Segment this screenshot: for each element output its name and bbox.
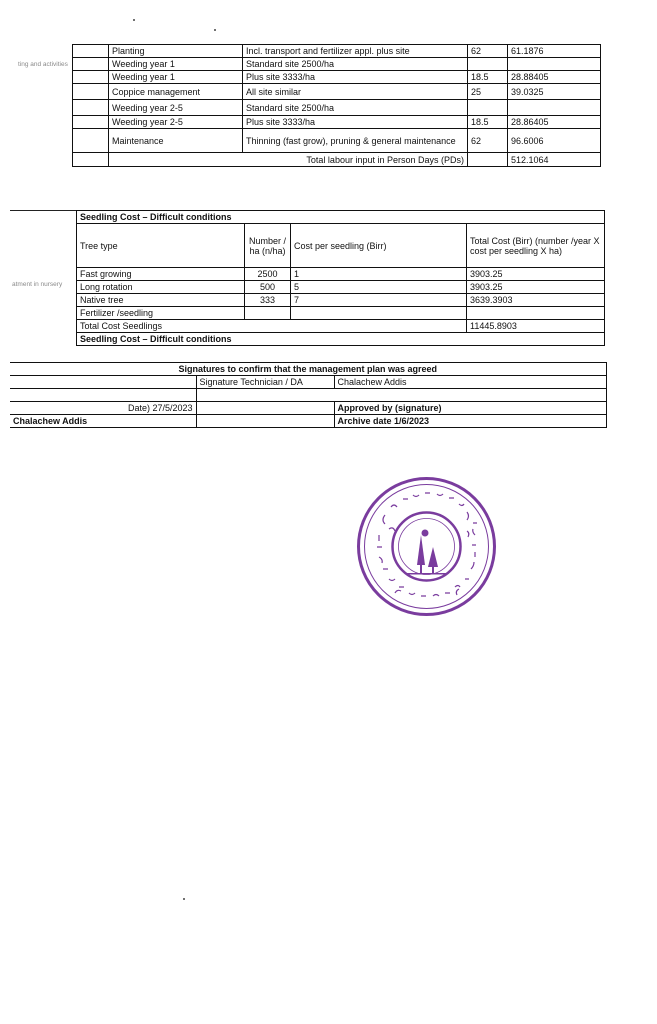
- seedling-row: [77, 307, 605, 320]
- seedling-number: 2500: [245, 268, 291, 281]
- labour-activity: Weeding year 2-5: [109, 116, 243, 129]
- seedling-row: [77, 294, 605, 307]
- seedling-cost: 7: [291, 294, 467, 307]
- row-spacer: [73, 84, 109, 100]
- labour-row: [73, 100, 601, 116]
- labour-pd: [468, 58, 508, 71]
- labour-total-label: Total labour input in Person Days (PDs): [109, 153, 468, 167]
- side-label-seedlings: atment in nursery: [12, 281, 63, 288]
- date-label: Date) 27/5/2023: [10, 402, 196, 415]
- labour-pd: 62: [468, 129, 508, 153]
- labour-description: Thinning (fast grow), pruning & general maintenance: [243, 129, 468, 153]
- labour-activity: Planting: [109, 45, 243, 58]
- labour-cost: 96.6006: [508, 129, 601, 153]
- labour-activity: Weeding year 1: [109, 71, 243, 84]
- header-total: Total Cost (Birr) (number /year X cost per seedling X ha): [467, 224, 605, 268]
- labour-row: [73, 116, 601, 129]
- labour-cost: 61.1876: [508, 45, 601, 58]
- labour-description: Plus site 3333/ha: [243, 116, 468, 129]
- seedling-cost: 1: [291, 268, 467, 281]
- seedling-row: [77, 281, 605, 294]
- tree-seal-icon: [355, 475, 498, 618]
- labour-cost: 28.88405: [508, 71, 601, 84]
- row-spacer: [73, 58, 109, 71]
- seedling-tree: Native tree: [77, 294, 245, 307]
- seedling-cost: [291, 307, 467, 320]
- header-number: Number / ha (n/ha): [245, 224, 291, 268]
- side-label-activities: ting and activities: [18, 61, 68, 68]
- labour-cost: [508, 58, 601, 71]
- approved-by-name: Chalachew Addis: [10, 415, 196, 428]
- left-rule-top: [10, 210, 78, 211]
- seedling-cost: 5: [291, 281, 467, 294]
- labour-total-value: 512.1064: [508, 153, 601, 167]
- labour-pd: 18.5: [468, 71, 508, 84]
- seedling-number: 333: [245, 294, 291, 307]
- row-spacer: [73, 45, 109, 58]
- archive-label: Archive date 1/6/2023: [334, 415, 606, 428]
- labour-total-row: [73, 153, 601, 167]
- labour-activity: Coppice management: [109, 84, 243, 100]
- labour-cost: [508, 100, 601, 116]
- labour-description: All site similar: [243, 84, 468, 100]
- seedling-row: [77, 268, 605, 281]
- labour-cost: 28.86405: [508, 116, 601, 129]
- scan-speck: [183, 898, 185, 900]
- scan-speck: [214, 29, 216, 31]
- labour-row: [73, 58, 601, 71]
- seedling-table: [76, 210, 605, 346]
- signature-table: [10, 362, 607, 428]
- seedling-section-title: Seedling Cost – Difficult conditions: [77, 211, 605, 224]
- labour-cost: 39.0325: [508, 84, 601, 100]
- labour-activity: Maintenance: [109, 129, 243, 153]
- seedling-tree: Long rotation: [77, 281, 245, 294]
- labour-row: [73, 71, 601, 84]
- seedling-total: 3903.25: [467, 268, 605, 281]
- total-seedling-value: 11445.8903: [467, 320, 605, 333]
- labour-description: Standard site 2500/ha: [243, 100, 468, 116]
- scan-speck: [133, 19, 135, 21]
- header-tree-type: Tree type: [77, 224, 245, 268]
- row-spacer: [73, 71, 109, 84]
- header-cost: Cost per seedling (Birr): [291, 224, 467, 268]
- labour-description: Incl. transport and fertilizer appl. plus site: [243, 45, 468, 58]
- labour-pd: [468, 100, 508, 116]
- seedling-total: [467, 307, 605, 320]
- approved-label: Approved by (signature): [334, 402, 606, 415]
- labour-row: [73, 129, 601, 153]
- seedling-number: 500: [245, 281, 291, 294]
- seedling-tree: Fertilizer /seedling: [77, 307, 245, 320]
- technician-label: Signature Technician / DA: [196, 376, 334, 389]
- technician-name: Chalachew Addis: [334, 376, 606, 389]
- row-spacer: [73, 100, 109, 116]
- seedling-tree: Fast growing: [77, 268, 245, 281]
- seedling-number: [245, 307, 291, 320]
- labour-activity: Weeding year 1: [109, 58, 243, 71]
- labour-pd: 25: [468, 84, 508, 100]
- labour-description: Plus site 3333/ha: [243, 71, 468, 84]
- total-seedling-label: Total Cost Seedlings: [77, 320, 467, 333]
- labour-pd: 18.5: [468, 116, 508, 129]
- labour-row: [73, 45, 601, 58]
- labour-description: Standard site 2500/ha: [243, 58, 468, 71]
- labour-row: [73, 84, 601, 100]
- signature-title: Signatures to confirm that the management plan was agreed: [10, 363, 606, 376]
- seedling-total: 3639.3903: [467, 294, 605, 307]
- row-spacer: [73, 116, 109, 129]
- seedling-total: 3903.25: [467, 281, 605, 294]
- labour-activity: Weeding year 2-5: [109, 100, 243, 116]
- labour-table: [72, 44, 601, 167]
- row-spacer: [73, 129, 109, 153]
- seedling-repeat-title: Seedling Cost – Difficult conditions: [77, 333, 605, 346]
- labour-pd: 62: [468, 45, 508, 58]
